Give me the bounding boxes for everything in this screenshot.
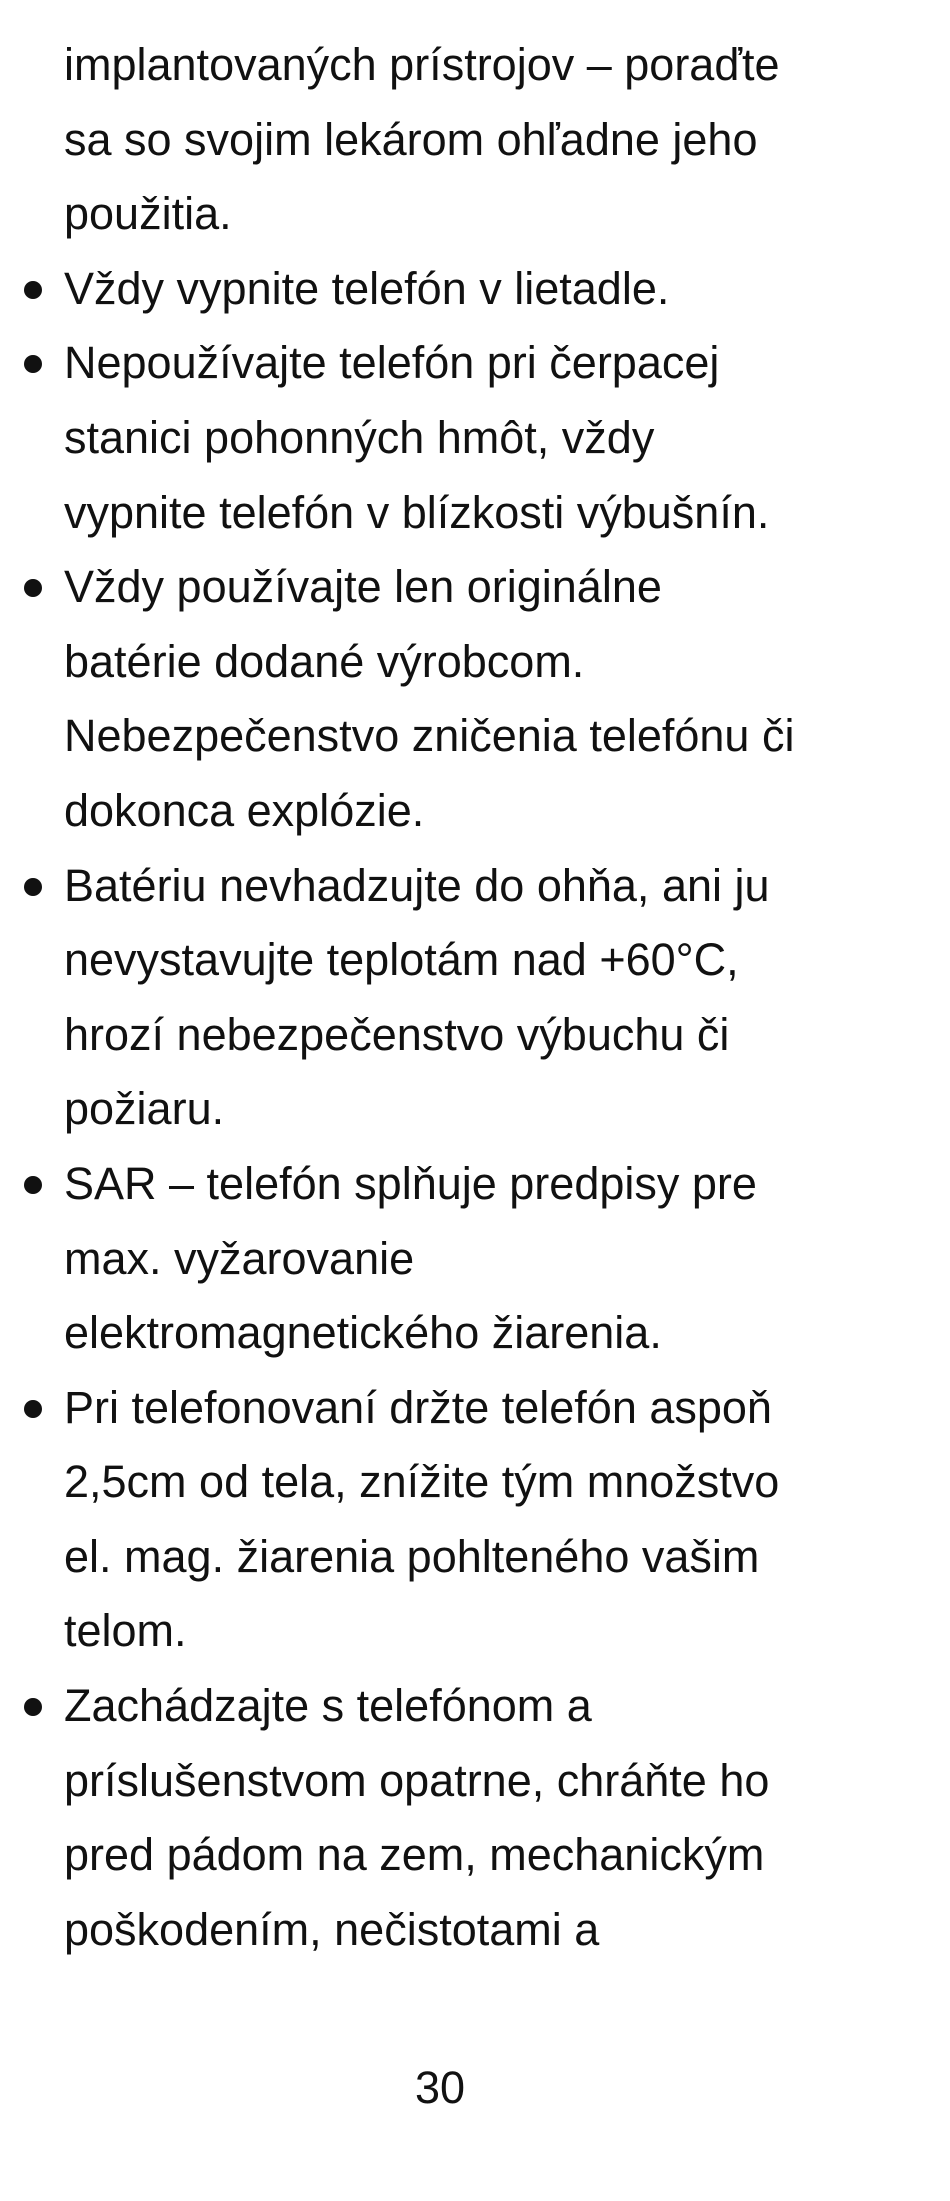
text-line: Nepoužívajte telefón pri čerpacej (64, 337, 720, 389)
text-line: Vždy vypnite telefón v lietadle. (64, 262, 670, 314)
bullet-item-original-batteries (24, 550, 904, 848)
page-number: 30 (414, 2062, 466, 2113)
text-line: el. mag. žiarenia pohlteného vašim (64, 1530, 760, 1582)
text-line: Zachádzajte s telefónom a (64, 1680, 592, 1732)
safety-bullet-list (24, 252, 904, 1968)
text-line: pred pádom na zem, mechanickým (64, 1829, 765, 1881)
bullet-item-fuel-station (24, 326, 904, 550)
text-line: Pri telefonovaní držte telefón aspoň (64, 1381, 772, 1433)
text-line: batérie dodané výrobcom. (64, 635, 585, 687)
text-line: príslušenstvom opatrne, chráňte ho (64, 1754, 770, 1806)
text-line: elektromagnetického žiarenia. (64, 1307, 662, 1359)
bullet-item-handling (24, 1669, 904, 1967)
text-line: hrozí nebezpečenstvo výbuchu či (64, 1008, 730, 1060)
text-line: 2,5cm od tela, znížite tým množstvo (64, 1456, 780, 1508)
bullet-item-airplane (24, 252, 904, 327)
text-line: Nebezpečenstvo zničenia telefónu či (64, 710, 795, 762)
text-line: použitia. (64, 188, 232, 240)
bullet-item-distance (24, 1371, 904, 1669)
page-content (24, 28, 904, 1967)
text-line: Vždy používajte len originálne (64, 561, 662, 613)
text-line: poškodením, nečistotami a (64, 1903, 600, 1955)
text-line: max. vyžarovanie (64, 1232, 415, 1284)
text-line: dokonca explózie. (64, 784, 425, 836)
text-line: sa so svojim lekárom ohľadne jeho (64, 113, 758, 165)
intro-paragraph (24, 28, 904, 252)
bullet-item-sar (24, 1147, 904, 1371)
text-line: implantovaných prístrojov – poraďte (64, 39, 780, 90)
text-line: Batériu nevhadzujte do ohňa, ani ju (64, 859, 770, 911)
text-line: vypnite telefón v blízkosti výbušnín. (64, 486, 770, 538)
text-line: telom. (64, 1605, 187, 1657)
bullet-item-battery-fire (24, 849, 904, 1147)
text-line: stanici pohonných hmôt, vždy (64, 411, 655, 463)
text-line: požiaru. (64, 1083, 225, 1135)
text-line: SAR – telefón splňuje predpisy pre (64, 1157, 757, 1209)
text-line: nevystavujte teplotám nad +60°C, (64, 934, 739, 986)
